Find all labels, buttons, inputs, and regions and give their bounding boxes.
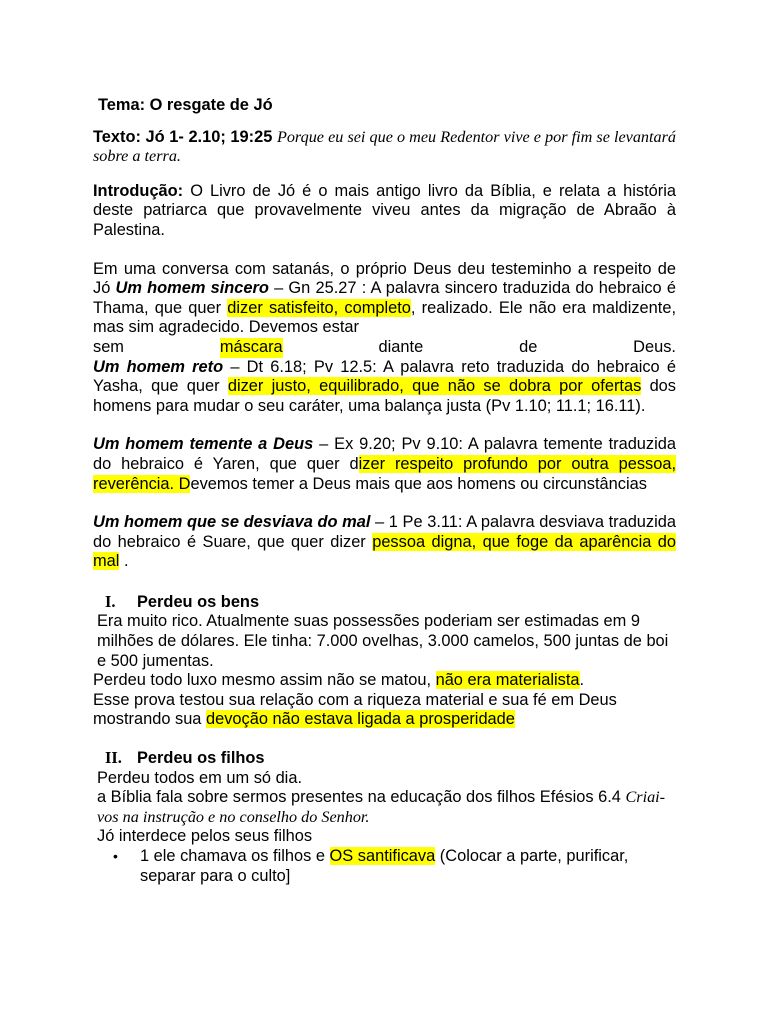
filhos-line-2 — [93, 788, 676, 827]
intro-paragraph — [93, 182, 676, 241]
bens-line-1 — [93, 612, 676, 671]
bens-text-1: Era muito rico. Atualmente suas possessões poderiam ser estimadas em 9 milhões de dólares. Ele tinha: 7.000 ovelhas, 3.000 camelos, 500 juntas de boi e 500 jumentas. — [97, 612, 669, 670]
bens-text-2b: . — [579, 671, 585, 690]
bens-highlight-2: devoção não estava ligada a prosperidade — [205, 710, 515, 729]
temente-paragraph — [93, 435, 676, 494]
title-label: Tema: — [98, 96, 146, 114]
bens-text-2a: Perdeu todo luxo mesmo assim não se matou, — [93, 671, 432, 690]
temente-text-a: – Ex 9.20; Pv 9.10: A palavra temente traduzida do hebraico é Yaren, que quer d — [93, 435, 676, 473]
filhos-line-3 — [93, 827, 676, 847]
section-title: Perdeu os bens — [137, 592, 260, 611]
bens-line-2 — [93, 671, 676, 691]
section-title: Perdeu os filhos — [137, 749, 265, 768]
filhos-quote: Criai-vos na instrução e no conselho do Senhor. — [97, 788, 666, 826]
section-heading — [93, 748, 676, 769]
temente-highlight: izer respeito profundo por outra pessoa, reverência. D — [93, 454, 676, 493]
bens-text-3a: Esse prova testou sua relação com a riqueza material e sua fé em Deus mostrando sua — [93, 690, 617, 729]
desviava-text-a: – 1 Pe 3.11: A palavra desviava traduzida do hebraico é Suare, que quer dizer — [93, 513, 676, 551]
texto-label: Texto: Jó 1- 2.10; 19:25 — [93, 127, 273, 146]
reto-highlight: dizer justo, equilibrado, que não se dobra por ofertas — [227, 377, 642, 396]
sincero-highlight: dizer satisfeito, completo — [227, 298, 411, 317]
desviava-paragraph — [93, 513, 676, 572]
desviava-text-b: . — [123, 552, 129, 571]
section-perdeu-os-filhos — [93, 748, 676, 886]
filhos-text-1: Perdeu todos em um só dia. — [97, 768, 302, 787]
sincero-text-b: – Gn 25.27 : A palavra sincero traduzida do hebraico é Thama, que quer — [93, 279, 676, 317]
bullet-icon: • — [113, 848, 118, 864]
section-number: II. — [105, 748, 122, 768]
intro-label: Introdução: — [93, 181, 184, 200]
reto-text-a: – Dt 6.18; Pv 12.5: A palavra reto traduzida do hebraico é Yasha, que quer — [93, 357, 676, 396]
temente-text-b: evemos temer a Deus mais que aos homens ou circunstâncias — [190, 474, 647, 493]
section-number: I. — [105, 591, 116, 611]
bullet-text — [140, 847, 676, 886]
bullet-highlight: OS santificava — [329, 847, 436, 865]
sermon-title — [98, 96, 676, 116]
texto-quote: Porque eu sei que o meu Redentor vive e por fim se levantará sobre a terra. — [93, 127, 677, 166]
filhos-text-3: Jó interdece pelos seus filhos — [97, 827, 313, 846]
sincero-term: Um homem sincero — [115, 279, 269, 298]
mascara-line — [93, 338, 676, 358]
mascara-w3: de — [519, 337, 538, 356]
section-perdeu-os-bens — [93, 592, 676, 730]
bens-highlight-1: não era materialista — [435, 671, 580, 690]
desviava-term: Um homem que se desviava do mal — [93, 513, 371, 532]
bullet-text-a: 1 ele chamava os filhos e — [140, 847, 325, 865]
reto-paragraph — [93, 358, 676, 417]
title-value: O resgate de Jó — [149, 96, 273, 114]
section-heading — [93, 592, 676, 613]
reto-text-b: dos homens para mudar o seu caráter, uma balança justa (Pv 1.10; 11.1; 16.11). — [93, 377, 676, 415]
mascara-w2: diante — [378, 337, 424, 356]
bullet-text-b: (Colocar a parte, purificar, separar para o culto] — [140, 847, 629, 885]
temente-term: Um homem temente a Deus — [93, 435, 314, 454]
desviava-highlight: pessoa digna, que foge da aparência do mal — [93, 532, 676, 571]
sincero-text-c: , realizado. Ele não era maldizente, mas sim agradecido. Devemos estar — [93, 298, 676, 337]
filhos-line-1 — [93, 769, 676, 789]
list-item — [113, 847, 676, 886]
sincero-paragraph — [93, 260, 676, 338]
filhos-text-2: a Bíblia fala sobre sermos presentes na educação dos filhos Efésios 6.4 — [97, 788, 621, 807]
reto-term: Um homem reto — [93, 357, 224, 376]
sincero-text-a: Em uma conversa com satanás, o próprio Deus deu testeminho a respeito de Jó — [93, 259, 676, 298]
texto-paragraph — [93, 128, 676, 167]
intro-text: O Livro de Jó é o mais antigo livro da Bíblia, e relata a história deste patriarca que provavelmente viveu antes da migração de Abraão à Palestina. — [93, 181, 676, 239]
mascara-highlight: máscara — [219, 337, 283, 356]
mascara-w4: Deus. — [633, 337, 676, 356]
bens-line-3 — [93, 691, 676, 730]
mascara-w1: sem — [93, 337, 124, 356]
